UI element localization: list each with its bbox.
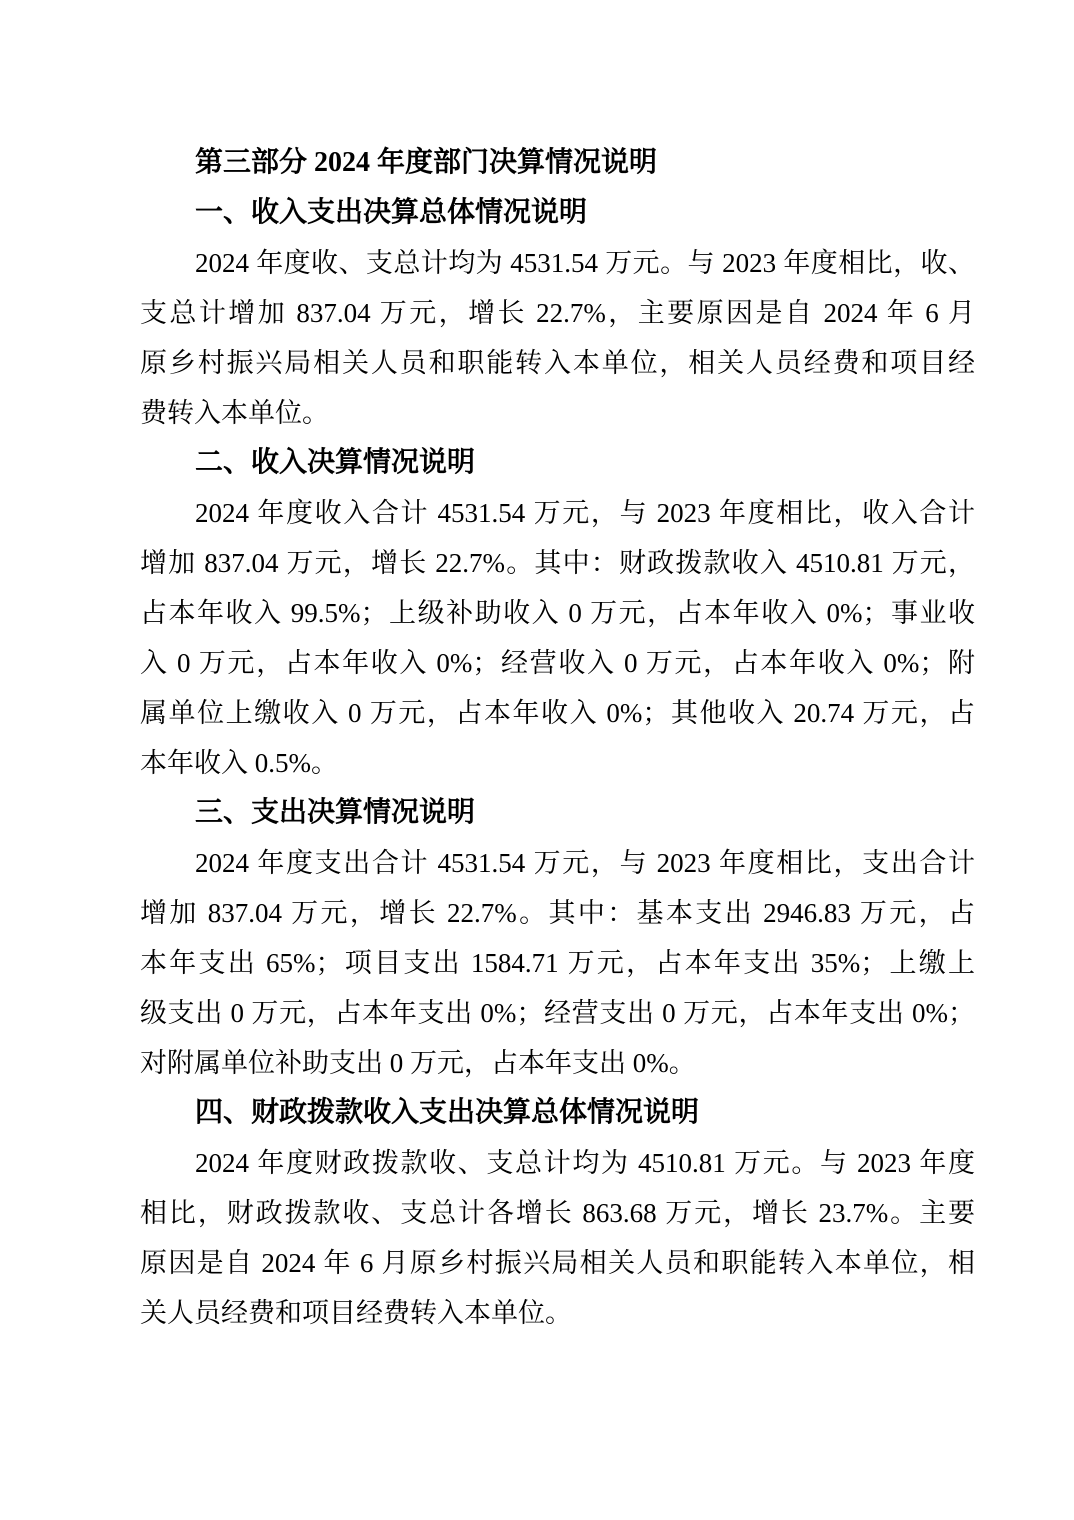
section-1-para-line: 费转入本单位。 — [140, 398, 329, 428]
section-1-para-line: 原乡村振兴局相关人员和职能转入本单位，相关人员经费和项目经 — [140, 348, 975, 378]
section-2-para-line: 占本年收入 99.5%；上级补助收入 0 万元，占本年收入 0%；事业收 — [140, 598, 975, 628]
section-3-para-line: 本年支出 65%；项目支出 1584.71 万元，占本年支出 35%；上缴上 — [140, 948, 975, 978]
section-1-heading: 一、收入支出决算总体情况说明 — [195, 197, 588, 228]
section-3-para-line: 对附属单位补助支出 0 万元，占本年支出 0%。 — [140, 1048, 696, 1078]
section-4-heading: 四、财政拨款收入支出决算总体情况说明 — [195, 1097, 700, 1128]
section-4-para-line: 相比，财政拨款收、支总计各增长 863.68 万元，增长 23.7%。主要 — [140, 1198, 975, 1228]
section-2-para-line: 入 0 万元，占本年收入 0%；经营收入 0 万元，占本年收入 0%；附 — [140, 648, 975, 678]
section-2-para-line: 2024 年度收入合计 4531.54 万元，与 2023 年度相比，收入合计 — [195, 498, 975, 528]
section-3-para-line: 级支出 0 万元，占本年支出 0%；经营支出 0 万元，占本年支出 0%； — [140, 998, 975, 1028]
section-4-para-line: 2024 年度财政拨款收、支总计均为 4510.81 万元。与 2023 年度 — [195, 1148, 975, 1178]
section-3-heading: 三、支出决算情况说明 — [195, 797, 476, 828]
section-4-para-line: 原因是自 2024 年 6 月原乡村振兴局相关人员和职能转入本单位，相 — [140, 1248, 975, 1278]
section-2-para-line: 本年收入 0.5%。 — [140, 748, 338, 778]
section-2-para-line: 属单位上缴收入 0 万元，占本年收入 0%；其他收入 20.74 万元，占 — [140, 698, 975, 728]
section-2-para-line: 增加 837.04 万元，增长 22.7%。其中：财政拨款收入 4510.81 万元， — [140, 548, 975, 578]
section-2-heading: 二、收入决算情况说明 — [195, 447, 476, 478]
section-1-para-line: 支总计增加 837.04 万元，增长 22.7%，主要原因是自 2024 年 6 月 — [140, 298, 975, 328]
section-3-para-line: 2024 年度支出合计 4531.54 万元，与 2023 年度相比，支出合计 — [195, 848, 975, 878]
document-title: 第三部分 2024 年度部门决算情况说明 — [195, 147, 658, 178]
section-4-para-line: 关人员经费和项目经费转入本单位。 — [140, 1298, 572, 1328]
section-3-para-line: 增加 837.04 万元，增长 22.7%。其中：基本支出 2946.83 万元，占 — [140, 898, 975, 928]
section-1-para-line: 2024 年度收、支总计均为 4531.54 万元。与 2023 年度相比，收、 — [195, 248, 975, 278]
